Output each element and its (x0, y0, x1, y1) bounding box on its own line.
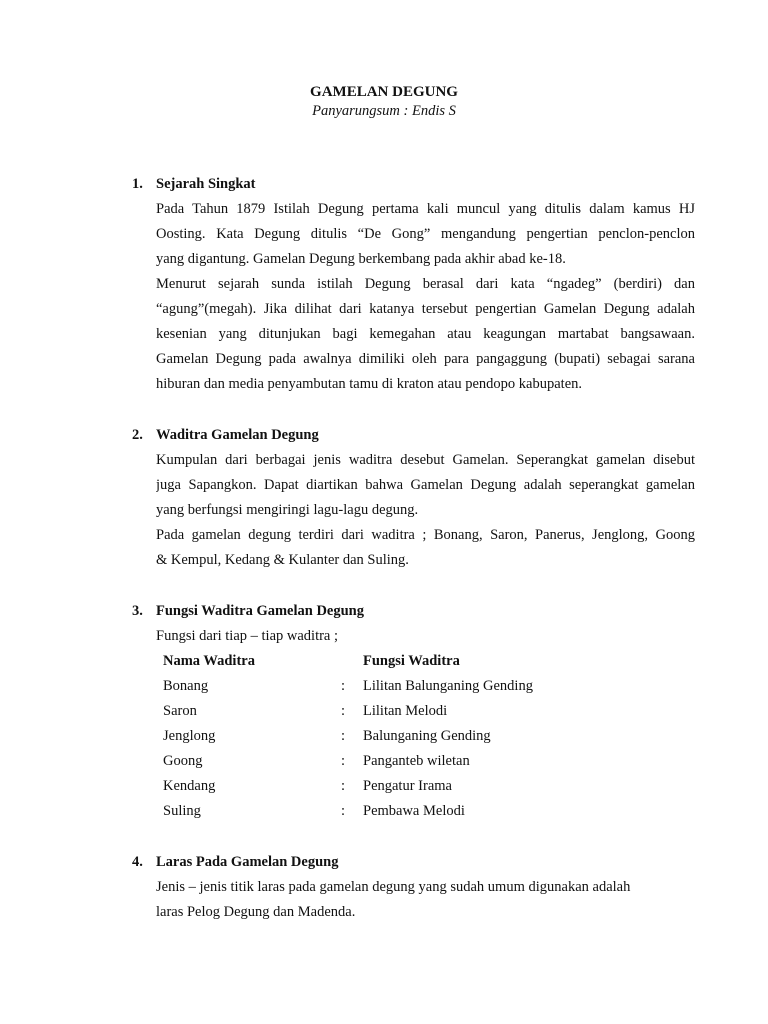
paragraph-line: juga Sapangkon. Dapat diartikan bahwa Gamelan Degung adalah seperangkat gamelan (156, 477, 695, 493)
waditra-name: Jenglong (163, 728, 216, 744)
waditra-function: Pengatur Irama (363, 778, 452, 794)
section-title: Sejarah Singkat (156, 176, 256, 192)
paragraph-line: & Kempul, Kedang & Kulanter dan Suling. (156, 552, 409, 568)
section-heading (0, 423, 768, 448)
section-intro: Fungsi dari tiap – tiap waditra ; (156, 628, 339, 644)
column-header-name: Nama Waditra (163, 653, 255, 669)
paragraph-line: yang digantung. Gamelan Degung berkembang pada akhir abad ke-18. (156, 251, 566, 267)
separator: : (341, 753, 346, 769)
paragraph-line: Pada Tahun 1879 Istilah Degung pertama kali muncul yang ditulis dalam kamus HJ (156, 201, 695, 217)
waditra-name: Suling (163, 803, 201, 819)
separator: : (341, 778, 346, 794)
section-number: 1. (132, 176, 143, 192)
waditra-name: Goong (163, 753, 203, 769)
separator: : (341, 678, 346, 694)
section-body (156, 448, 695, 573)
document-title: GAMELAN DEGUNG (310, 84, 458, 100)
separator: : (341, 728, 346, 744)
paragraph-line: laras Pelog Degung dan Madenda. (156, 904, 356, 920)
section-body (156, 624, 695, 824)
section-heading (0, 599, 768, 624)
waditra-name: Saron (163, 703, 197, 719)
paragraph-line: Jenis – jenis titik laras pada gamelan degung yang sudah umum digunakan adalah (156, 879, 631, 895)
waditra-name: Bonang (163, 678, 209, 694)
paragraph-line: yang berfungsi mengiringi lagu-lagu degung. (156, 502, 419, 518)
paragraph-line: Kumpulan dari berbagai jenis waditra desebut Gamelan. Seperangkat gamelan disebut (156, 452, 695, 468)
section-number: 3. (132, 603, 143, 619)
paragraph-line: “agung”(megah). Jika dilihat dari katanya tersebut pengertian Gamelan Degung adalah (156, 301, 695, 317)
section-body (156, 875, 695, 925)
document-subtitle: Panyarungsum : Endis S (312, 103, 456, 119)
paragraph-line: Oosting. Kata Degung ditulis “De Gong” mengandung pengertian penclon-penclon (156, 226, 695, 242)
section-title: Laras Pada Gamelan Degung (156, 854, 339, 870)
table-row (163, 749, 533, 774)
table-row (163, 674, 533, 699)
section-sejarah-singkat (0, 172, 768, 397)
column-header-function: Fungsi Waditra (363, 653, 460, 669)
section-heading (0, 172, 768, 197)
section-heading (0, 850, 768, 875)
table-header-row (163, 649, 533, 674)
section-fungsi-waditra (0, 599, 768, 824)
table-row (163, 799, 533, 824)
table-row (163, 699, 533, 724)
waditra-function: Balunganing Gending (363, 728, 491, 744)
paragraph-line: Pada gamelan degung terdiri dari waditra ; Bonang, Saron, Panerus, Jenglong, Goong (156, 527, 695, 543)
waditra-function: Lilitan Balunganing Gending (363, 678, 533, 694)
section-laras-gamelan-degung (0, 850, 768, 925)
waditra-name: Kendang (163, 778, 216, 794)
paragraph-line: Gamelan Degung pada awalnya dimiliki oleh para pangaggung (bupati) sebagai sarana (156, 351, 695, 367)
section-body (156, 197, 695, 397)
waditra-function: Lilitan Melodi (363, 703, 448, 719)
table-row (163, 724, 533, 749)
section-number: 4. (132, 854, 143, 870)
paragraph-line: kesenian yang ditunjukan bagi kemegahan atau keagungan martabat bangsawaan. (156, 326, 695, 342)
waditra-function-table (163, 649, 533, 824)
separator: : (341, 703, 346, 719)
section-number: 2. (132, 427, 143, 443)
paragraph-line: Menurut sejarah sunda istilah Degung berasal dari kata “ngadeg” (berdiri) dan (156, 276, 695, 292)
section-title: Waditra Gamelan Degung (156, 427, 319, 443)
section-title: Fungsi Waditra Gamelan Degung (156, 603, 364, 619)
waditra-function: Pembawa Melodi (363, 803, 465, 819)
table-row (163, 774, 533, 799)
waditra-function: Panganteb wiletan (363, 753, 470, 769)
separator: : (341, 803, 346, 819)
section-waditra-gamelan-degung (0, 423, 768, 573)
paragraph-line: hiburan dan media penyambutan tamu di kraton atau pendopo kabupaten. (156, 376, 583, 392)
